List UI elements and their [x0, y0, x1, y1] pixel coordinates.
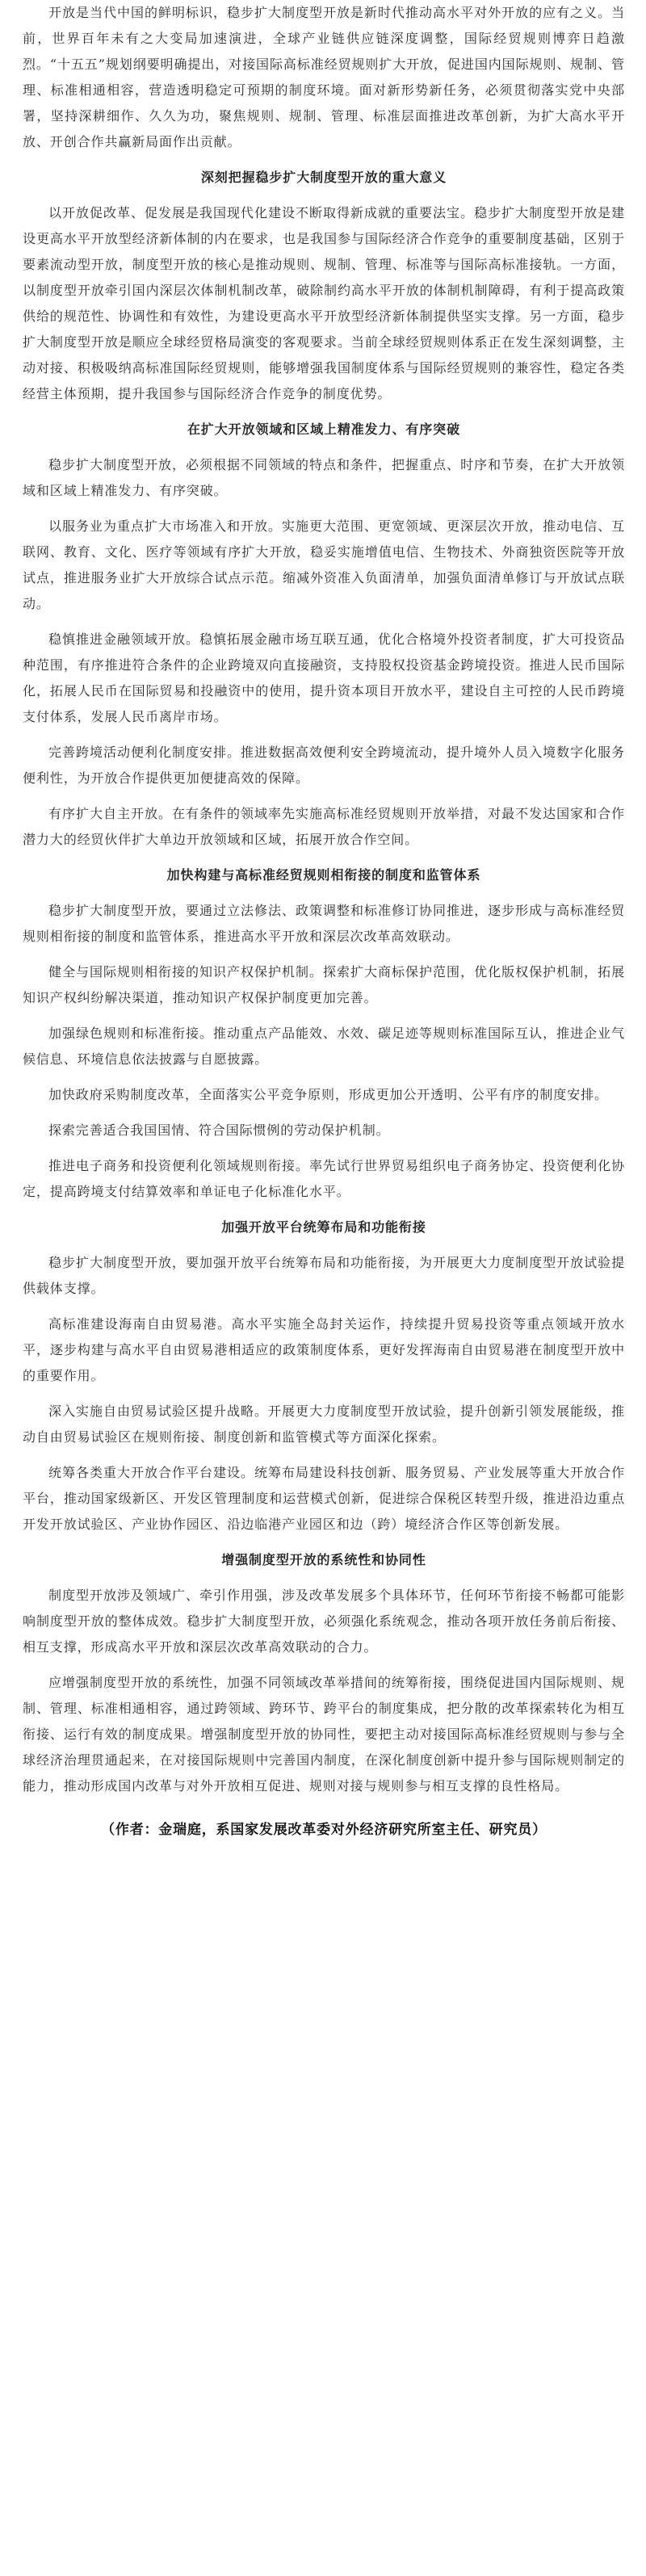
body-paragraph: 稳慎推进金融领域开放。稳慎拓展金融市场互联互通，优化合格境外投资者制度，扩大可投资品种范围，有序推进符合条件的企业跨境双向直接融资，支持股权投资基金跨境投资。推进人民币国际化，拓展人民币在国际贸易和投融资中的使用，提升资本项目开放水平，建设自主可控的人民币跨境支付体系，发展人民币离岸市场。: [23, 631, 625, 724]
body-paragraph: 推进电子商务和投资便利化领域规则衔接。率先试行世界贸易组织电子商务协定、投资便利化协定，提高跨境支付结算效率和单证电子化标准化水平。: [23, 1158, 625, 1199]
section-heading-open-platforms: 加强开放平台统筹布局和功能衔接: [221, 1219, 426, 1235]
section-heading-significance: 深刻把握稳步扩大制度型开放的重大意义: [200, 170, 447, 185]
section-heading-regulatory-system: 加快构建与高标准经贸规则相衔接的制度和监管体系: [166, 867, 481, 883]
intro-paragraph: 开放是当代中国的鲜明标识，稳步扩大制度型开放是新时代推动高水平对外开放的应有之义。当前，世界百年未有之大变局加速演进，全球产业链供应链深度调整，国际经贸规则博弈日趋激烈。“十五五”规划纲要明确提出，对接国际高标准经贸规则扩大开放，促进国内国际规则、规制、管理、标准相通相容，营造透明稳定可预期的制度环境。面对新形势新任务，必须贯彻落实党中央部署，坚持深耕细作、久久为功，聚焦规则、规制、管理、标准层面推进改革创新，为扩大高水平开放、开创合作共赢新局面作出贡献。: [23, 5, 625, 149]
section-heading-open-fields: 在扩大开放领域和区域上精准发力、有序突破: [187, 422, 460, 437]
body-paragraph: 稳步扩大制度型开放，要通过立法修法、政策调整和标准修订协同推进，逐步形成与高标准经贸规则相衔接的制度和监管体系，推进高水平开放和深层次改革高效联动。: [23, 903, 625, 944]
body-paragraph: 稳步扩大制度型开放，必须根据不同领域的特点和条件，把握重点、时序和节奏，在扩大开放领域和区域上精准发力、有序突破。: [23, 457, 625, 498]
body-paragraph: 完善跨境活动便利化制度安排。推进数据高效便利安全跨境流动，提升境外人员入境数字化服务便利性，为开放合作提供更加便捷高效的保障。: [23, 745, 625, 786]
body-paragraph: 以开放促改革、促发展是我国现代化建设不断取得新成就的重要法宝。稳步扩大制度型开放是建设更高水平开放型经济新体制的内在要求，也是我国参与国际经济合作竞争的重要制度基础，区别于要素流动型开放，制度型开放的核心是推动规则、规制、管理、标准等与国际高标准接轨。一方面，以制度型开放牵引国内深层次体制机制改革，破除制约高水平开放的体制机制障碍，有利于提高政策供给的规范性、协调性和有效性，为建设更高水平开放型经济新体制提供坚实支撑。另一方面，稳步扩大制度型开放是顺应全球经贸格局演变的客观要求。当前全球经贸规则体系正在发生深刻调整，主动对接、积极吸纳高标准国际经贸规则，能够增强我国制度体系与国际经贸规则的兼容性，稳定各类经营主体预期，提升我国参与国际经济合作竞争的制度优势。: [23, 205, 625, 401]
author-credit: （作者：金瑞庭，系国家发展改革委对外经济研究所室主任、研究员）: [101, 1822, 547, 1838]
body-paragraph: 稳步扩大制度型开放，要加强开放平台统筹布局和功能衔接，为开展更大力度制度型开放试验提供载体支撑。: [23, 1255, 625, 1296]
body-paragraph: 有序扩大自主开放。在有条件的领域率先实施高标准经贸规则开放举措，对最不发达国家和合作潜力大的经贸伙伴扩大单边开放领域和区域，拓展开放合作空间。: [23, 806, 625, 847]
body-paragraph: 制度型开放涉及领域广、牵引作用强，涉及改革发展多个具体环节，任何环节衔接不畅都可能影响制度型开放的整体成效。稳步扩大制度型开放，必须强化系统观念，推动各项开放任务前后衔接、相互支撑，形成高水平开放和深层次改革高效联动的合力。: [23, 1588, 625, 1655]
body-paragraph: 以服务业为重点扩大市场准入和开放。实施更大范围、更宽领域、更深层次开放，推动电信、互联网、教育、文化、医疗等领域有序扩大开放，稳妥实施增值电信、生物技术、外商独资医院等开放试点，推进服务业扩大开放综合试点示范。缩减外资准入负面清单，加强负面清单修订与开放试点联动。: [23, 518, 625, 611]
body-paragraph: 健全与国际规则相衔接的知识产权保护机制。探索扩大商标保护范围，优化版权保护机制，拓展知识产权纠纷解决渠道，推动知识产权保护制度更加完善。: [23, 964, 625, 1005]
body-paragraph: 探索完善适合我国国情、符合国际惯例的劳动保护机制。: [48, 1122, 390, 1138]
body-paragraph: 加快政府采购制度改革，全面落实公平竞争原则，形成更加公开透明、公平有序的制度安排。: [48, 1087, 608, 1102]
body-paragraph: 高标准建设海南自由贸易港。高水平实施全岛封关运作，持续提升贸易投资等重点领域开放水平，逐步构建与高水平自由贸易港相适应的政策制度体系，更好发挥海南自由贸易港在制度型开放中的重要作用。: [23, 1316, 625, 1383]
body-paragraph: 应增强制度型开放的系统性，加强不同领域改革举措间的统筹衔接，围绕促进国内国际规则、规制、管理、标准相通相容，通过跨领域、跨环节、跨平台的制度集成，把分散的改革探索转化为相互衔接、运行有效的制度成果。增强制度型开放的协同性，要把主动对接国际高标准经贸规则与参与全球经济治理贯通起来，在对接国际规则中完善国内制度，在深化制度创新中提升参与国际规则制定的能力，推动形成国内改革与对外开放相互促进、规则对接与规则参与相互支撑的良性格局。: [23, 1675, 625, 1794]
body-paragraph: 加强绿色规则和标准衔接。推动重点产品能效、水效、碳足迹等规则标准国际互认，推进企业气候信息、环境信息依法披露与自愿披露。: [23, 1026, 625, 1067]
body-paragraph: 统筹各类重大开放合作平台建设。统筹布局建设科技创新、服务贸易、产业发展等重大开放合作平台，推动国家级新区、开发区管理制度和运营模式创新，促进综合保税区转型升级，推进沿边重点开发开放试验区、产业协作园区、沿边临港产业园区和边（跨）境经济合作区等创新发展。: [23, 1465, 625, 1532]
body-paragraph: 深入实施自由贸易试验区提升战略。开展更大力度制度型开放试验，提升创新引领发展能级，推动自由贸易试验区在规则衔接、制度创新和监管模式等方面深化探索。: [23, 1403, 625, 1445]
section-heading-systematic-coordination: 增强制度型开放的系统性和协同性: [221, 1552, 426, 1567]
